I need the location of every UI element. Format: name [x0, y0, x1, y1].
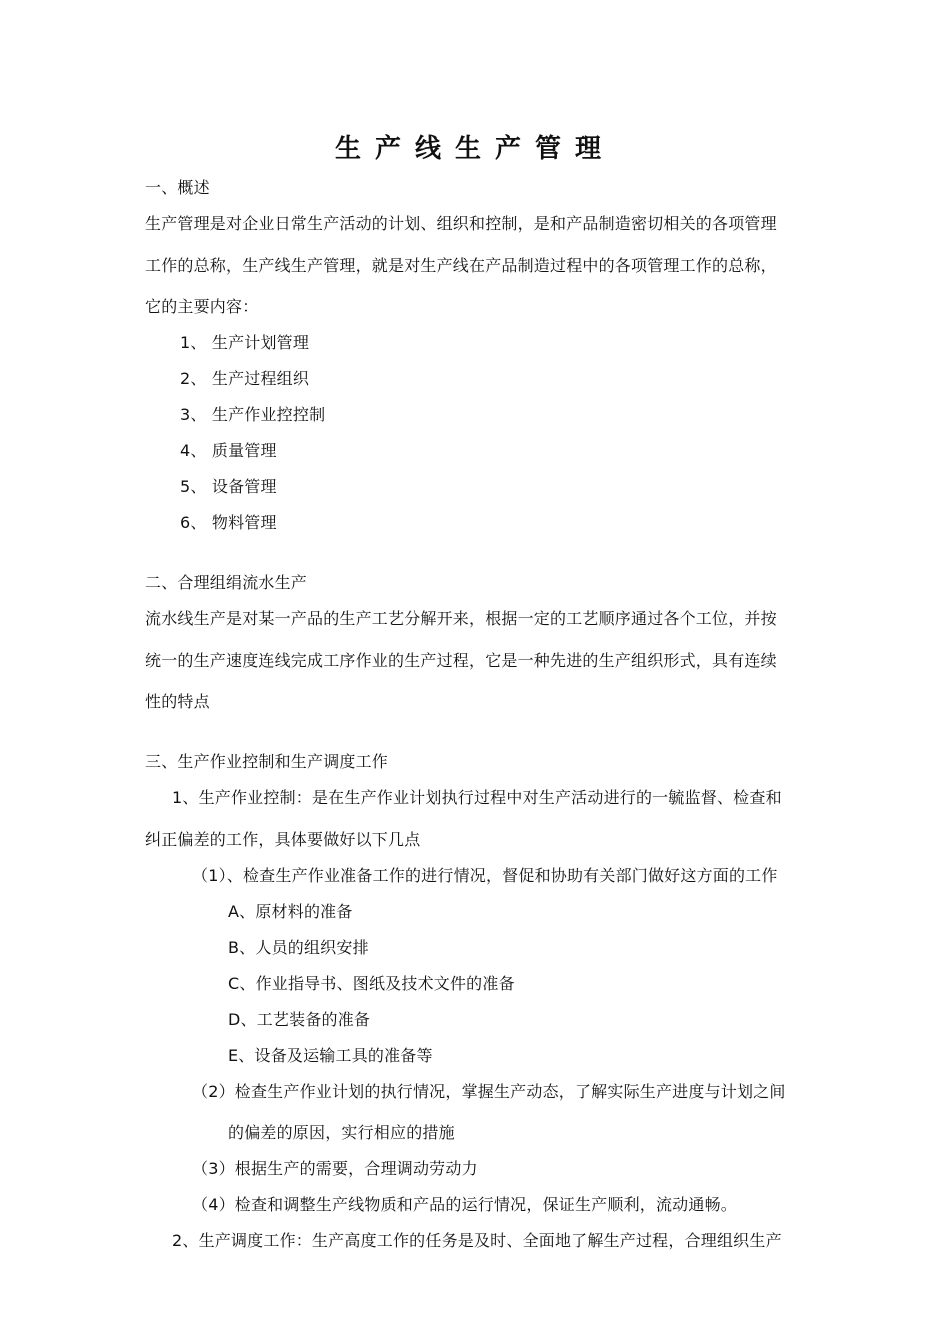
list-item: 3、 生产作业控控制 [180, 405, 326, 424]
list-item: 6、 物料管理 [180, 513, 277, 532]
sub-list-item: A、原材料的准备 [228, 902, 353, 921]
point-item: （1）、检查生产作业准备工作的进行情况，督促和协助有关部门做好这方面的工作 [192, 866, 778, 885]
paragraph-line: 工作的总称，生产线生产管理，就是对生产线在产品制造过程中的各项管理工作的总称， [145, 256, 777, 275]
sub-list-item: C、作业指导书、图纸及技术文件的准备 [228, 974, 515, 993]
paragraph-line: 纠正偏差的工作，具体要做好以下几点 [145, 830, 421, 849]
list-item: 1、 生产计划管理 [180, 333, 310, 352]
sub-list-item: D、工艺装备的准备 [228, 1010, 371, 1029]
sub-list-item: B、人员的组织安排 [228, 938, 369, 957]
paragraph-line: 它的主要内容： [145, 297, 259, 316]
paragraph-line: 性的特点 [145, 692, 210, 711]
section-heading-assembly-line: 二、合理组绢流水生产 [145, 573, 308, 592]
list-item: 4、 质量管理 [180, 441, 277, 460]
paragraph-line: 2、生产调度工作：生产高度工作的任务是及时、全面地了解生产过程，合理组织生产 [172, 1231, 782, 1250]
paragraph-line: 统一的生产速度连线完成工序作业的生产过程，它是一种先进的生产组织形式，具有连续 [145, 651, 777, 670]
list-item: 5、 设备管理 [180, 477, 277, 496]
paragraph-line: 生产管理是对企业日常生产活动的计划、组织和控制，是和产品制造密切相关的各项管理 [145, 214, 777, 233]
document-title: 生产线生产管理 [334, 134, 615, 164]
point-item-continuation: 的偏差的原因，实行相应的措施 [228, 1123, 455, 1142]
sub-list-item: E、设备及运输工具的准备等 [228, 1046, 433, 1065]
point-item: （3）根据生产的需要，合理调动劳动力 [192, 1159, 478, 1178]
paragraph-line: 流水线生产是对某一产品的生产工艺分解开来，根据一定的工艺顺序通过各个工位，并按 [145, 609, 777, 628]
point-item: （2）检查生产作业计划的执行情况，掌握生产动态，了解实际生产进度与计划之间 [192, 1082, 786, 1101]
paragraph-line: 1、生产作业控制：是在生产作业计划执行过程中对生产活动进行的一毓监督、检查和 [172, 788, 782, 807]
list-item: 2、 生产过程组织 [180, 369, 310, 388]
point-item: （4）检查和调整生产线物质和产品的运行情况，保证生产顺利，流动通畅。 [192, 1195, 737, 1214]
section-heading-control: 三、生产作业控制和生产调度工作 [145, 752, 389, 771]
section-heading-overview: 一、概述 [145, 178, 210, 197]
